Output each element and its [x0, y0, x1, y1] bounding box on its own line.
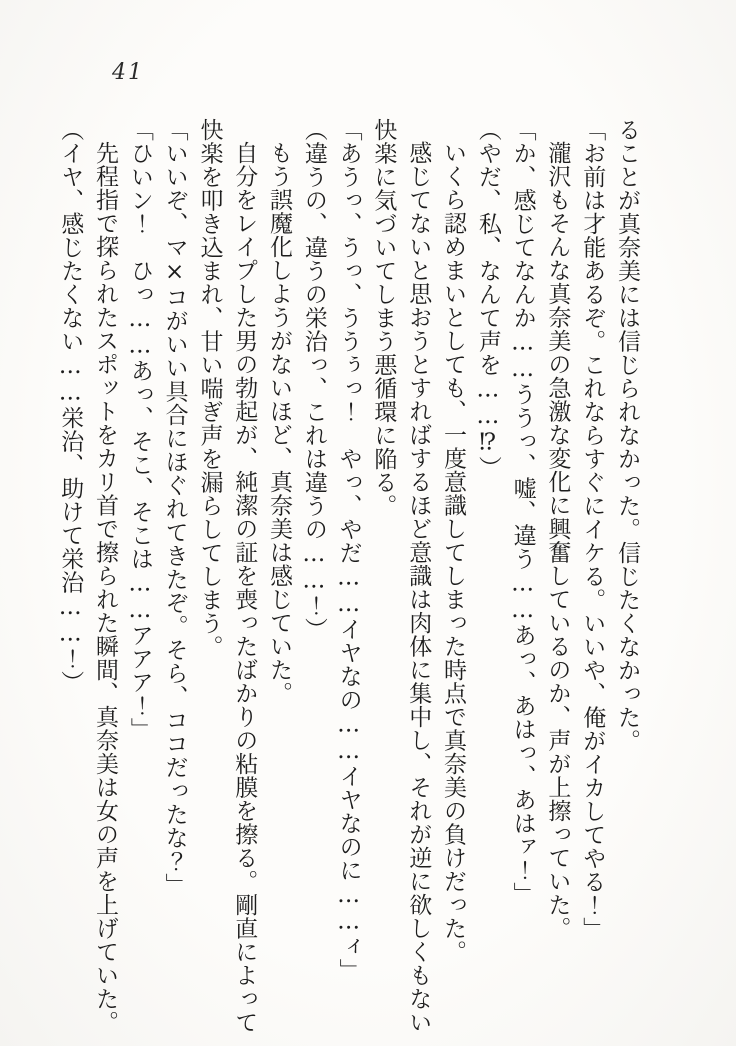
paragraph: 瀧沢もそんな真奈美の急激な変化に興奮しているのか、声が上擦っていた。 [544, 141, 571, 940]
paragraph: 感じてないと思おうとすればするほど意識は肉体に集中し、それが逆に欲しくもない快楽に気づいてしまう悪循環に陥る。 [370, 118, 432, 1034]
paragraph: 先程指で探られたスポットをカリ首で擦られた瞬間、真奈美は女の声を上げていた。 [92, 141, 119, 1034]
paragraph: （やだ、私、なんて声を……⁉） [474, 118, 501, 480]
paragraph: 「ひいン！ ひっ……あっ、そこ、そこは……アアア！」 [126, 118, 153, 741]
paragraph: （イヤ、感じたくない……栄治、助けて栄治……！） [57, 118, 84, 694]
body-text [52, 118, 644, 1038]
paragraph: 「か、感じてなんか……ううっ、嘘、違う……あっ、あはっ、あはァ！」 [509, 118, 536, 906]
paragraph: 自分をレイプした男の勃起が、純潔の証を喪ったばかりの粘膜を擦る。剛直によって快楽を叩き込まれ、甘い喘ぎ声を漏らしてしまう。 [196, 118, 258, 1034]
paragraph: 「あうっ、うっ、ううぅっ！ やっ、やだ……イヤなの……イヤなのに……ィ」 [335, 118, 362, 982]
paragraph: 「いいぞ、マ×コがいい具合にほぐれてきたぞ。そら、ココだったな？」 [161, 118, 188, 897]
paragraph: ることが真奈美には信じられなかった。信じたくなかった。 [614, 118, 640, 753]
paragraph: いくら認めまいとしても、一度意識してしまった時点で真奈美の負けだった。 [440, 141, 467, 964]
page-number: 41 [112, 60, 144, 85]
paragraph: 「お前は才能あるぞ。これならすぐにイケる。いいや、俺がイカしてやる！」 [579, 118, 606, 941]
paragraph: もう誤魔化しようがないほど、真奈美は感じていた。 [266, 141, 293, 705]
paragraph: （違うの、違うの栄治っ、これは違うの……！） [300, 118, 327, 641]
